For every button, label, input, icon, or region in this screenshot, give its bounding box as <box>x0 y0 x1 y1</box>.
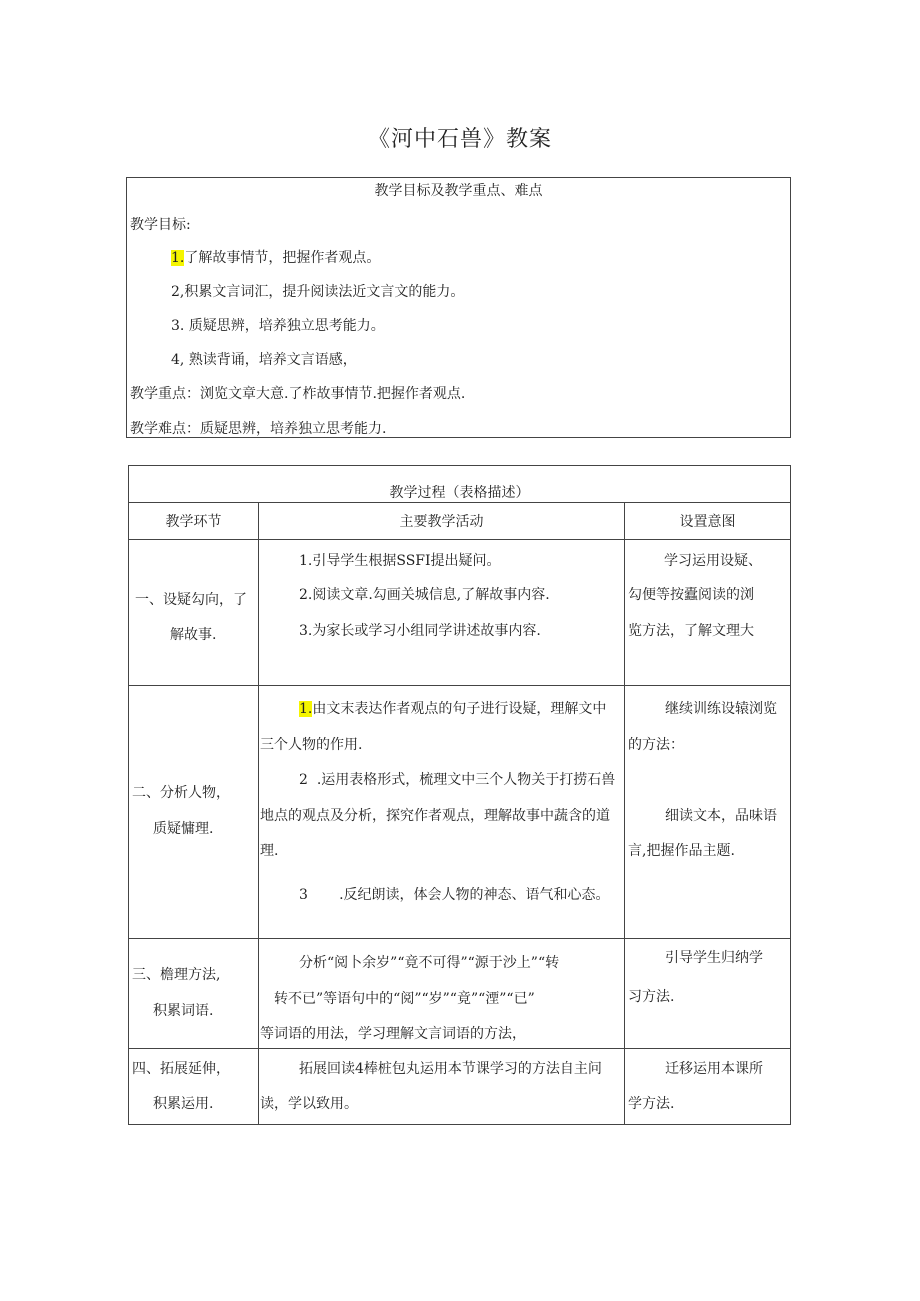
intent-line: 言,把握作品主题. <box>628 843 735 859</box>
intent-line: 引导学生归纳学 <box>665 950 763 966</box>
process-header: 教学过程（表格描述） <box>389 485 530 501</box>
objective-number: 1. <box>171 250 185 266</box>
objectives-header: 教学目标及教学重点、难点 <box>374 183 543 199</box>
activity-number: 2 <box>299 772 308 788</box>
activity-line: 3.为家长或学习小组同学讲述故事内容. <box>299 623 541 639</box>
intent-line: 学习运用设疑、 <box>664 553 762 569</box>
activity-line <box>299 771 615 789</box>
stage-cell: 一、设疑勾向，了 <box>135 592 247 608</box>
row-divider <box>129 539 790 540</box>
intent-line: 览方法，了解文理大 <box>628 623 754 639</box>
intent-line: 继续训练设辕浏览 <box>665 701 777 717</box>
objective-item <box>171 317 385 335</box>
column-divider <box>624 502 625 1124</box>
stage-cell: 四、拓展延伸， <box>132 1061 230 1077</box>
objective-number: 4, <box>171 352 185 368</box>
activity-number: 3 <box>299 887 308 903</box>
objective-text: 质疑思辨，培养独立思考能力。 <box>188 318 385 334</box>
row-divider <box>129 502 790 503</box>
activity-line: 读，学以致用。 <box>260 1096 358 1112</box>
activity-line: 理. <box>260 843 279 859</box>
difficulty: 教学难点：质疑思辨，培养独立思考能力. <box>130 421 387 437</box>
intent-line: 学方法. <box>628 1096 675 1112</box>
process-table <box>128 465 791 1125</box>
activity-line: 2.阅读文章.勾画关城信息,了解故事内容. <box>299 587 550 603</box>
intent-line: 细读文本，品味语 <box>665 808 777 824</box>
stage-cell: 质疑慵理. <box>153 821 214 837</box>
activity-line <box>299 886 610 904</box>
objective-text: 积累文言词汇，提升阅读法近文言文的能力。 <box>184 284 465 300</box>
activity-line: 三个人物的作用. <box>260 737 363 753</box>
key-point: 教学重点：浏览文章大意.了柞故事情节.把握作者观点. <box>130 386 466 402</box>
activity-line: 等词语的用法，学习理解文言词语的方法， <box>260 1026 526 1042</box>
objective-item <box>171 283 464 301</box>
intent-line: 习方法. <box>628 989 675 1005</box>
intent-line: 迁移运用本课所 <box>665 1061 763 1077</box>
intent-line: 的方法： <box>628 737 684 753</box>
objectives-label: 教学目标: <box>130 217 191 233</box>
activity-line: 拓展回读4棒桩包丸运用本节课学习的方法自主问 <box>299 1061 602 1077</box>
stage-cell: 三、檐理方法, <box>132 967 221 983</box>
page-title: 《河中石兽》教案 <box>367 127 552 152</box>
objective-text: 熟读背诵，培养文言语感， <box>188 352 357 368</box>
stage-cell: 二、分析人物， <box>132 785 230 801</box>
activity-line: 分析“阅卜余岁”“竟不可得”“源于沙上”“转 <box>299 955 560 971</box>
intent-line: 勾便等按蠹阅读的浏 <box>628 587 754 603</box>
activity-line: 1.引导学生根据SSFI提出疑问。 <box>299 553 501 569</box>
row-divider <box>129 938 790 939</box>
row-divider <box>129 1048 790 1049</box>
activity-line: 转不已”等语句中的“阅”“岁”“竟”“湮”“已” <box>274 991 535 1007</box>
objective-text: 了解故事情节，把握作者观点。 <box>184 250 381 266</box>
objective-item <box>171 249 380 267</box>
activity-text: 由文末表达作者观点的句子进行设疑，理解文中 <box>312 701 607 717</box>
objective-item <box>171 351 357 369</box>
column-header-stage: 教学环节 <box>165 514 222 530</box>
activity-number: 1. <box>299 701 313 717</box>
column-divider <box>258 502 259 1124</box>
activity-line <box>299 700 606 718</box>
objective-number: 3. <box>171 318 185 334</box>
column-header-intent: 设置意图 <box>679 514 736 530</box>
activity-line: 地点的观点及分析，探究作者观点，理解故事中蔬含的道 <box>260 808 610 824</box>
stage-cell: 解故事. <box>170 627 217 643</box>
row-divider <box>129 685 790 686</box>
stage-cell: 积累词语. <box>153 1003 214 1019</box>
column-header-activities: 主要教学活动 <box>399 514 484 530</box>
activity-text: .运用表格形式，梳理文中三个人物关于打捞石兽 <box>316 772 616 788</box>
objective-number: 2, <box>171 284 185 300</box>
stage-cell: 积累运用. <box>153 1096 214 1112</box>
objectives-box <box>126 177 791 438</box>
activity-text: .反纪朗读，体会人物的神态、语气和心态。 <box>339 887 610 903</box>
